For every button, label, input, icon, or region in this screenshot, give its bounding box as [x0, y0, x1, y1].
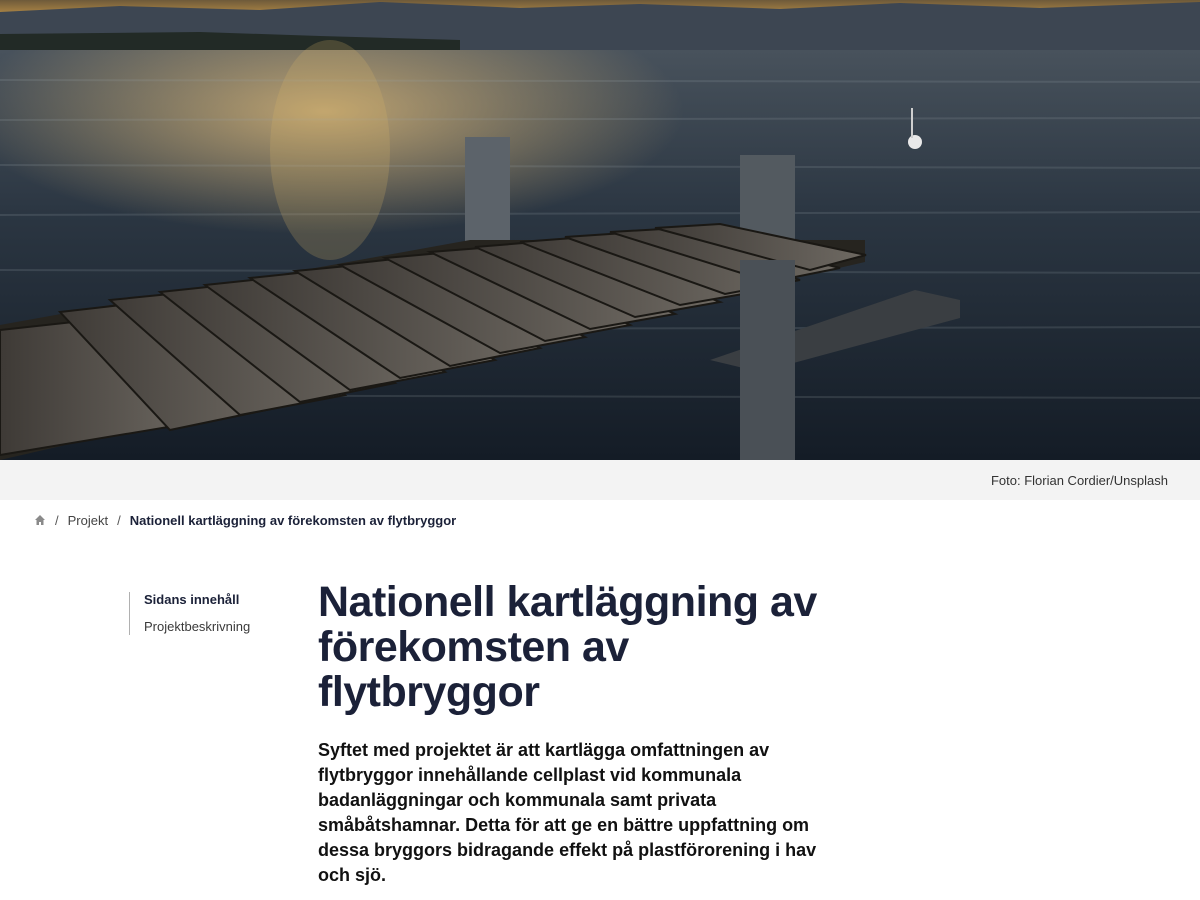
toc-link-projektbeskrivning[interactable]: Projektbeskrivning	[144, 619, 251, 634]
main-article	[318, 580, 858, 888]
home-icon[interactable]	[34, 514, 46, 526]
breadcrumb-current-page: Nationell kartläggning av förekomsten av flytbryggor	[129, 512, 457, 528]
breadcrumb	[0, 500, 1200, 540]
lead-paragraph: Syftet med projektet är att kartlägga omfattningen av flytbryggor innehållande cellplast vid kommunala badanläggningar och kommunala samt privata småbåtshamnar. Detta för att ge en bättre uppfattning om dessa bryggors bidragande effekt på plastförorening i hav och sjö.	[318, 740, 817, 885]
breadcrumb-separator: /	[117, 512, 121, 528]
table-of-contents	[129, 592, 250, 635]
breadcrumb-separator: /	[55, 512, 59, 528]
breadcrumb-link-projekt[interactable]: Projekt	[67, 512, 109, 528]
page-title: Nationell kartläggning av förekomsten av flytbryggor	[318, 578, 817, 716]
photo-caption-bar	[0, 460, 1200, 500]
toc-heading: Sidans innehåll	[144, 592, 240, 607]
photo-credit: Foto: Florian Cordier/Unsplash	[990, 472, 1168, 488]
